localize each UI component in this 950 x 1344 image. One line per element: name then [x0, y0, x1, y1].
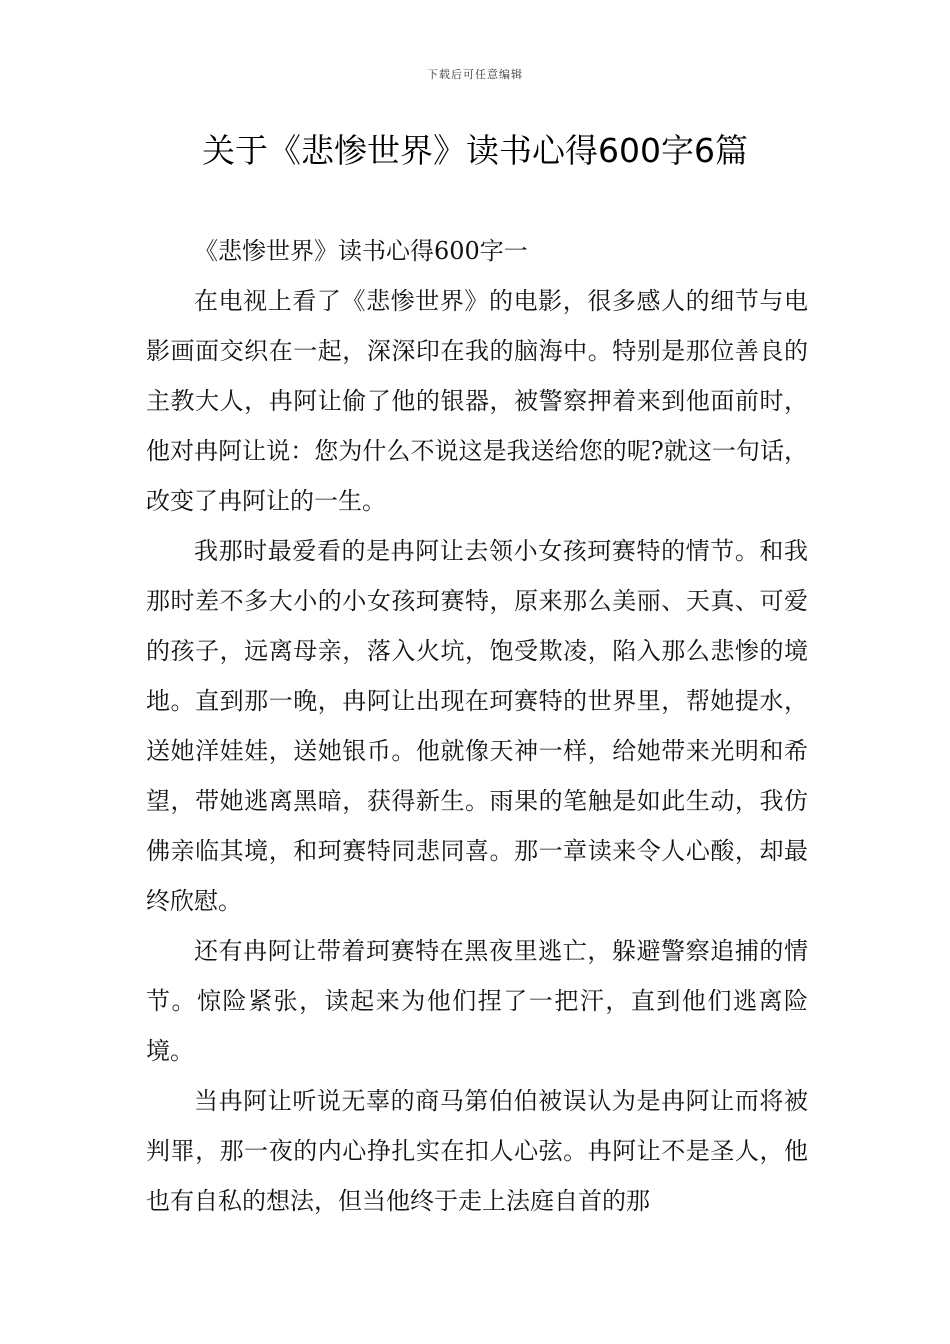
- paragraph: 我那时最爱看的是冉阿让去领小女孩珂赛特的情节。和我那时差不多大小的小女孩珂赛特，原来那么美丽、天真、可爱的孩子，远离母亲，落入火坑，饱受欺凌，陷入那么悲惨的境地。直到那一晚，冉阿让出现在珂赛特的世界里，帮她提水，送她洋娃娃，送她银币。他就像天神一样，给她带来光明和希望，带她逃离黑暗，获得新生。雨果的笔触是如此生动，我仿佛亲临其境，和珂赛特同悲同喜。那一章读来令人心酸，却最终欣慰。: [146, 537, 808, 915]
- header-note: 下载后可任意编辑: [427, 68, 523, 81]
- paragraph: 在电视上看了《悲惨世界》的电影，很多感人的细节与电影画面交织在一起，深深印在我的脑海中。特别是那位善良的主教大人，冉阿让偷了他的银器，被警察押着来到他面前时，他对冉阿让说：您为什么不说这是我送给您的呢?就这一句话，改变了冉阿让的一生。: [146, 287, 808, 515]
- section-heading: 《悲惨世界》读书心得600字一: [194, 237, 528, 265]
- paragraph: 还有冉阿让带着珂赛特在黑夜里逃亡，躲避警察追捕的情节。惊险紧张，读起来为他们捏了一把汗，直到他们逃离险境。: [146, 937, 808, 1065]
- paragraph: 当冉阿让听说无辜的商马第伯伯被误认为是冉阿让而将被判罪，那一夜的内心挣扎实在扣人心弦。冉阿让不是圣人，他也有自私的想法，但当他终于走上法庭自首的那: [146, 1087, 808, 1215]
- document-body: [146, 226, 808, 1226]
- document-title: 关于《悲惨世界》读书心得600字6篇: [202, 131, 748, 170]
